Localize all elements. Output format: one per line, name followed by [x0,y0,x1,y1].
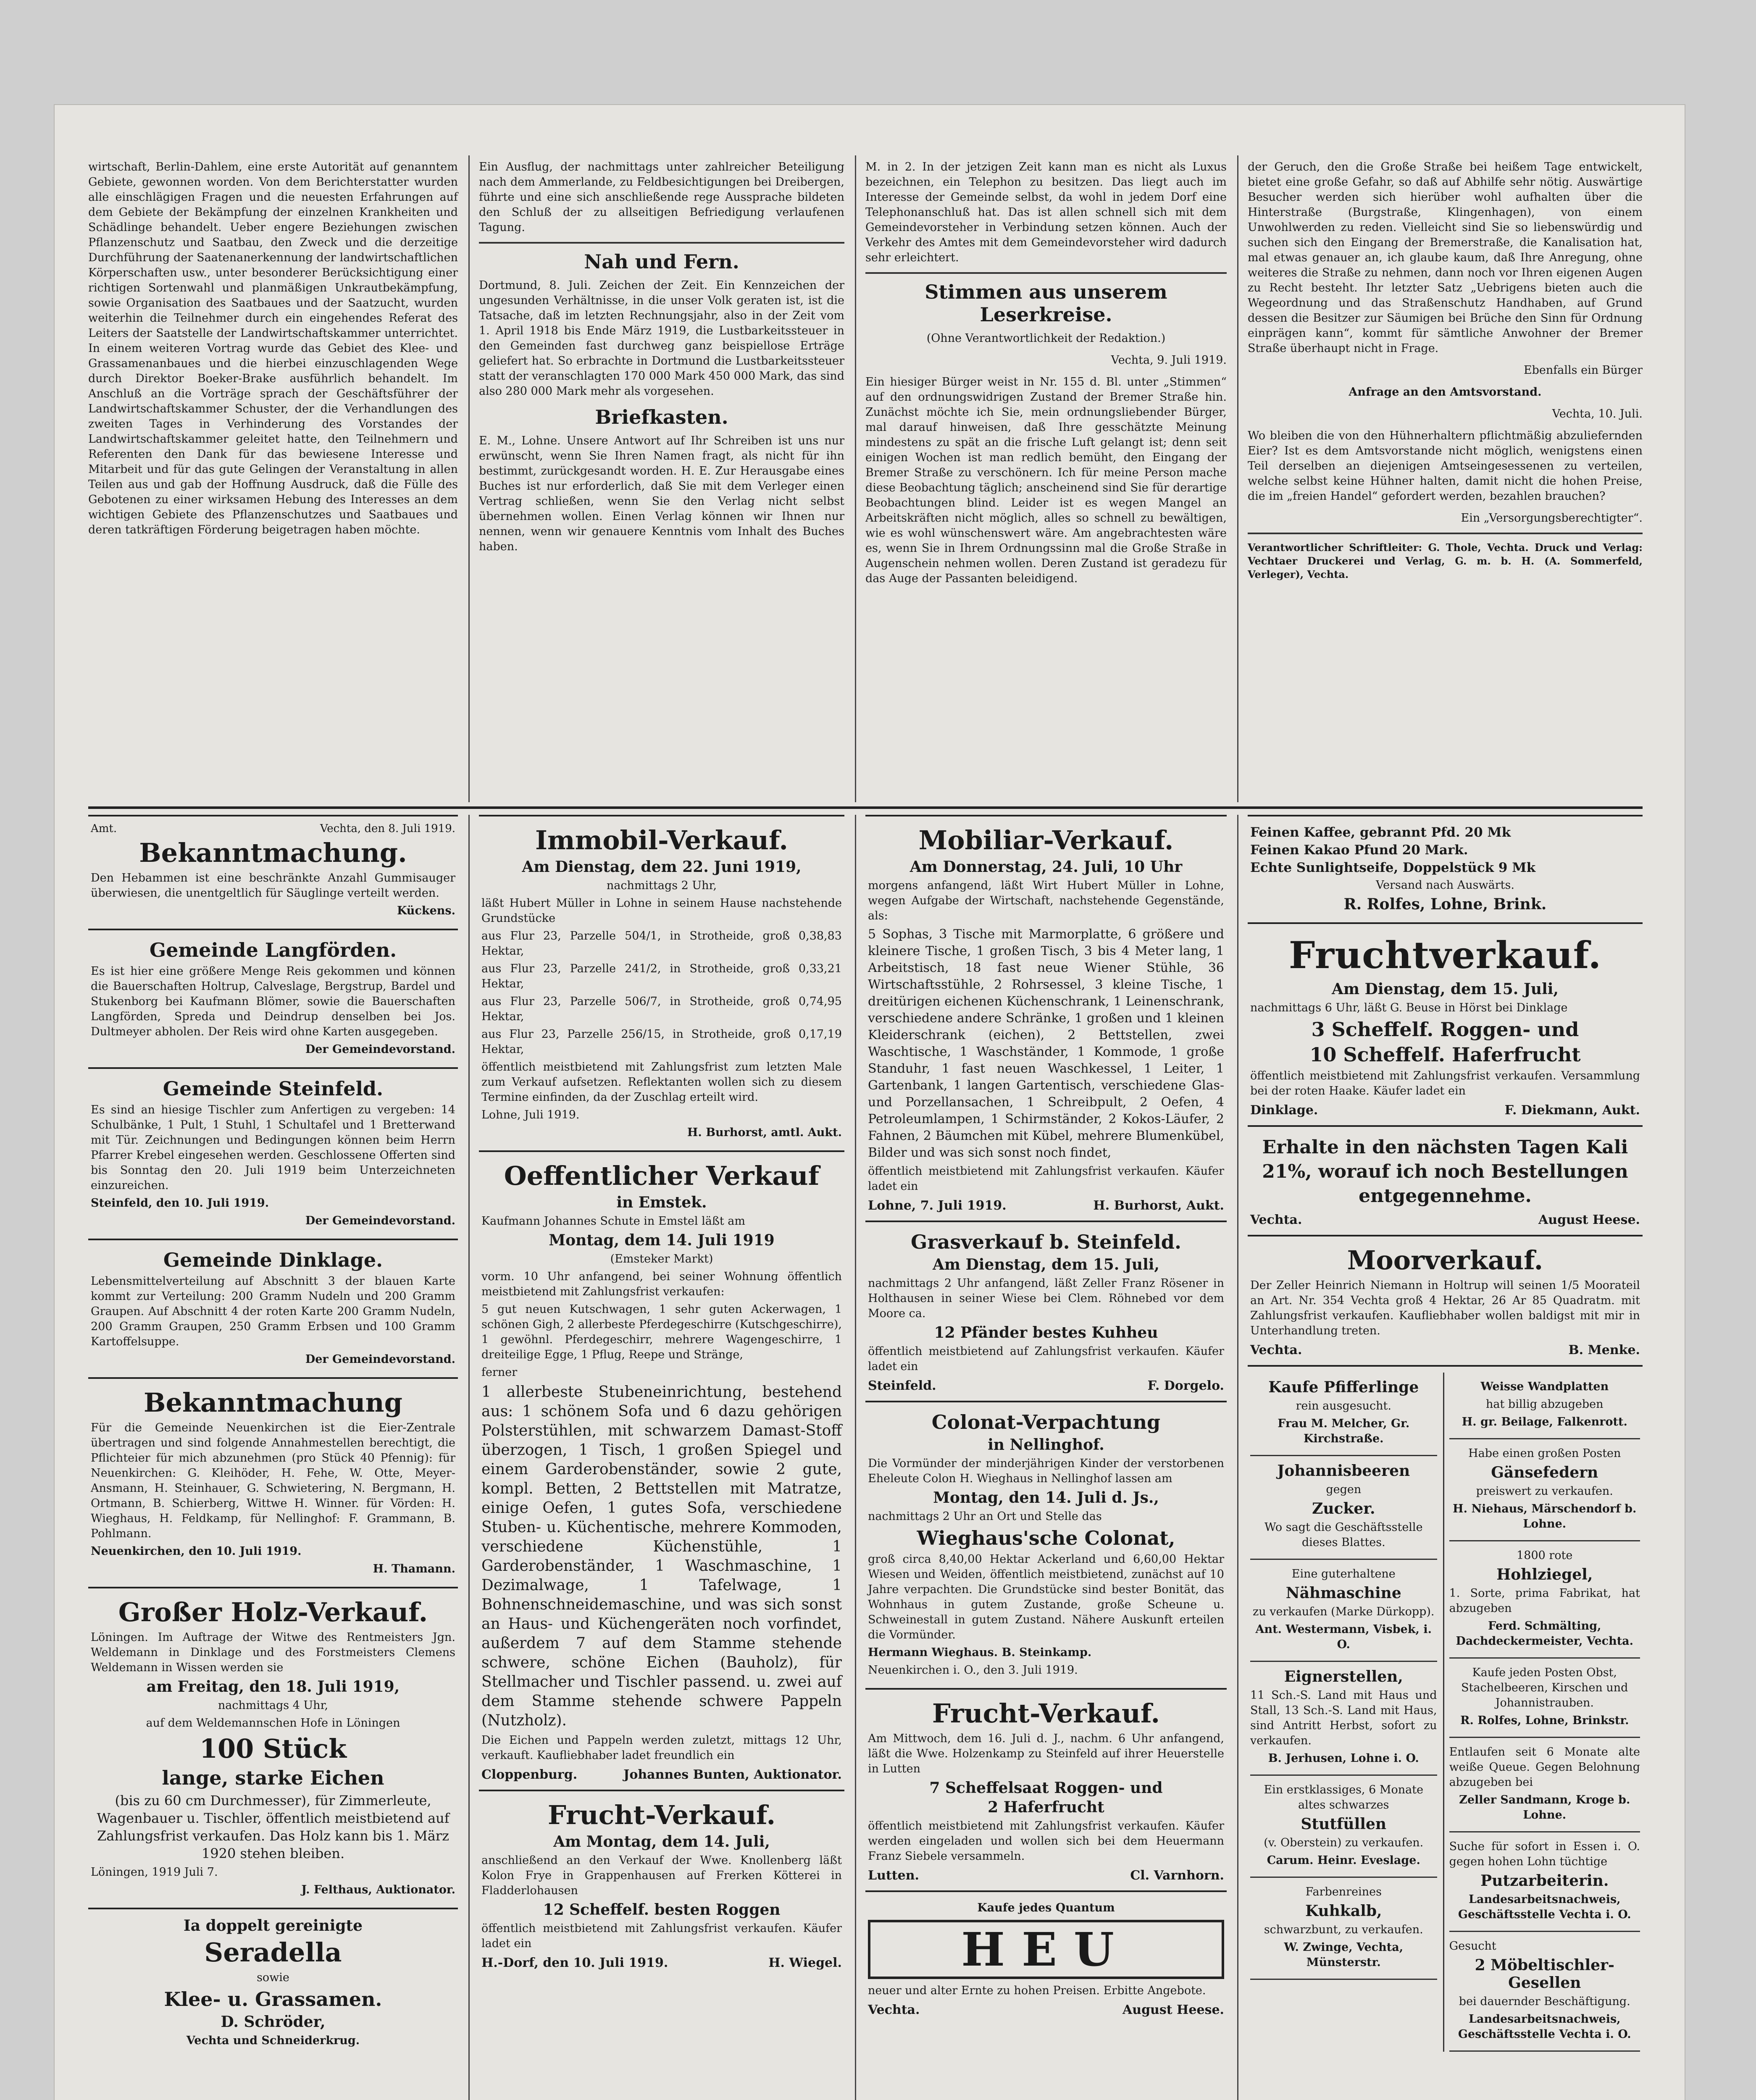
ad-item: lange, starke Eichen [162,1767,384,1789]
ad-date: Steinfeld, den 10. Juli 1919. [91,1197,269,1210]
ads-column-1 [88,815,458,2058]
ad-text: Entlaufen seit 6 Monate alte weiße Queue. Gegen Belohnung abzugeben bei [1449,1746,1640,1789]
signature: Ein „Versorgungsberechtigter“. [1461,512,1643,525]
ad-subtitle: in Nellinghof. [988,1436,1104,1454]
ad-signature: R. Rolfes, Lohne, Brinkstr. [1460,1714,1629,1727]
ad-text: nachmittags 2 Uhr an Ort und Stelle das [868,1510,1102,1523]
ad-date: H.-Dorf, den 10. Juli 1919. [481,1956,668,1970]
ad-signature: H. Niehaus, Märschendorf b. Lohne. [1453,1502,1637,1530]
ad-signature: H. gr. Beilage, Falkenrott. [1462,1415,1627,1428]
ad-frucht-verkauf-2 [865,1688,1227,1890]
article-text: Ein hiesiger Bürger weist in Nr. 155 d. Bl. unter „Stimmen“ auf den ordnungswidrigen Zustand der Bremer Straße hin. Zunächst möchte ich Sie, mein ordnungsliebender Bürger, mal darauf hinweisen, daß Ihre gesschätzte Meinung mindestens zu spät an die frische Luft gelangt ist; denn seit einigen Wochen ist man redlich bemüht, den Eingang der Bremer Straße zu verschönern. Ich für meine Person mache diese Beobachtung täglich; anscheinend sind Sie für derartige Beobachtungen blind. Leider ist es wegen Mangel an Arbeitskräften nicht möglich, alles so schnell zu bewältigen, wie es wohl wünschenswert wäre. Am angebrachtesten wäre es, wenn Sie in Ihrem Ordnungssinn mal die Große Straße in Augenschein nehmen wollen. Deren Zustand ist geradezu für das Auge der Passanten beleidigend. [865,375,1227,585]
editorial-column-1 [88,160,458,544]
ad-line: Feinen Kaffee, gebrannt Pfd. 20 Mk [1250,825,1511,840]
column-rule [855,155,856,802]
ad-item: Wieghaus'sche Colonat, [917,1527,1175,1549]
ad-heu [865,1890,1227,2025]
ad-place: auf dem Weldemannschen Hofe in Löningen [146,1717,400,1730]
article-text: Wo bleiben die von den Hühnerhaltern pflichtmäßig abzuliefernden Eier? Ist es dem Amtsvorstande nicht möglich, wenigstens einen Teil derselben an diejenigen Amtseingesessenen zu verteilen, welche selbst keine Hühner halten, damit nicht die hohen Preise, die im „freien Handel“ gefordert werden, bezahlen brauchen? [1248,429,1643,503]
section-title: Stimmen aus unserem Leserkreise. [925,281,1167,326]
ad-signature: Landesarbeitsnachweis, Geschäftsstelle Vechta i. O. [1458,1893,1631,1921]
ad-date-big: Montag, dem 14. Juli 1919 [549,1231,775,1249]
dateline: Vechta, 10. Juli. [1552,407,1643,420]
ad-title: Bekanntmachung [144,1387,402,1418]
ad-signature: R. Rolfes, Lohne, Brink. [1343,895,1547,913]
ad-signature: F. Dorgelo. [1147,1378,1224,1393]
ad-text: 11 Sch.-S. Land mit Haus und Stall, 13 Sch.-S. Land mit Haus, sind Antritt Herbst, sofort zu verkaufen. [1250,1689,1437,1747]
signature: Ebenfalls ein Bürger [1523,364,1643,377]
ad-text: öffentlich meistbietend mit Zahlungsfrist verkaufen. Versammlung bei der roten Haake. Käufer ladet ein [1250,1069,1640,1097]
ad-right-column [1443,1373,1640,2052]
ad-text: (bis zu 60 cm Durchmesser), für Zimmerleute, Wagenbauer u. Tischler, öffentlich meistbietend auf Zahlungsfrist verkaufen. Das Holz kann bis 1. März 1920 stehen bleiben. [97,1793,450,1861]
ad-title: Großer Holz-Verkauf. [118,1597,428,1628]
ad-item: 12 Scheffelf. besten Roggen [543,1901,781,1919]
ad-steinfeld [88,1067,458,1239]
ad-text: hat billig abzugeben [1486,1398,1604,1411]
ad-text: Kaufmann Johannes Schute in Emstel läßt am [481,1215,746,1228]
ad-parcel: aus Flur 23, Parzelle 256/15, in Strotheide, groß 0,17,19 Hektar, [481,1028,842,1056]
ads-column-2 [479,815,844,1978]
ad-date: Neuenkirchen i. O., den 3. Juli 1919. [868,1664,1078,1677]
ad-text: öffentlich meistbietend mit Zahlungsfrist verkaufen. Käufer ladet ein [868,1165,1224,1193]
section-title: Briefkasten. [595,406,728,428]
ad-signature: Ferd. Schmälting, Dachdeckermeister, Vechta. [1456,1620,1634,1648]
ad-place: Steinfeld. [868,1378,936,1393]
ad-text: Es sind an hiesige Tischler zum Anfertigen zu vergeben: 14 Schulbänke, 1 Pult, 1 Stuhl, 1 Schultafel und 1 Bretterwand mit Tür. Zeichnungen und Bedingungen können beim Herrn Pfarrer Krebel eingesehen werden. Geschlossene Offerten sind bis Sonntag den 20. Juli 1919 beim Unterzeichneten einzureichen. [91,1103,455,1192]
ad-date-big: am Freitag, den 18. Juli 1919, [146,1678,400,1696]
ad-date-big: Am Dienstag, dem 15. Juli, [933,1256,1159,1273]
ad-title: Stutfüllen [1301,1815,1387,1833]
ad-text: zu verkaufen (Marke Dürkopp). [1253,1605,1435,1618]
article-text: Dortmund, 8. Juli. Zeichen der Zeit. Ein Kennzeichen der ungesunden Verhältnisse, in die unser Volk geraten ist, ist die Tatsache, daß im letzten Rechnungsjahr, also in der Zeit vom 1. April 1918 bis Ende März 1919, die Lustbarkeitssteuer in den Gemeinden fast durchweg ganz beispiellose Erträge geliefert hat. So erbrachte in Dortmund die Lustbarkeitssteuer statt der veranschlagten 170 000 Mark 450 000 Mark, das sind also 280 000 Mark mehr als vorgesehen. [479,279,844,398]
ad-line: gegen [1326,1483,1362,1496]
ad-title: Fruchtverkauf. [1288,933,1602,977]
ad-line: Echte Sunlightseife, Doppelstück 9 Mk [1250,860,1536,875]
ad-left-column [1250,1373,1437,2052]
ad-line: 1800 rote [1517,1549,1573,1562]
ad-text: öffentlich meistbietend auf Zahlungsfrist verkaufen. Käufer ladet ein [868,1345,1224,1373]
ad-item: 10 Scheffelf. Haferfrucht [1309,1043,1581,1066]
ad-title: Gemeinde Steinfeld. [163,1077,384,1100]
ad-mobiliar-verkauf [865,815,1227,1221]
article-text: der Geruch, den die Große Straße bei heißem Tage entwickelt, bietet eine große Gefahr, so daß auf Abhilfe sehr nötig. Auswärtige Besucher werden sich hierüber wohl aufhalten über die Hinterstraße (Burgstraße, Klingenhagen), von einem Unwohlwerden zu reden. Vielleicht sind Sie so liebenswürdig und suchen sich den Eingang der Bremerstraße, die Kanalisation hat, mal etwas genauer an, ich glaube kaum, daß Ihre Anregung, ohne weiteres die Straße zu nehmen, dann noch vor Ihren eigenen Augen zu Recht besteht. Ihr letzter Satz „Uebrigens bieten auch die Wegeordnung und das Straßenschutz Handhaben, auf Grund dessen die Besitzer zur Säumigen bei Brüche den Sinn für Ordnung einprägen kann“, kommt für sämtliche Anwohner der Bremer Straße überhaupt nicht in Frage. [1248,160,1643,355]
ad-naehmaschine [1250,1560,1437,1662]
ad-johannisbeeren [1250,1456,1437,1560]
ad-text: 1. Sorte, prima Fabrikat, hat abzugeben [1449,1587,1640,1615]
ad-signature: Der Gemeindevorstand. [305,1353,455,1366]
ad-kali [1248,1125,1643,1235]
ad-line: sowie [257,1971,289,1984]
ad-item: 12 Pfänder bestes Kuhheu [934,1324,1158,1341]
column-rule [855,815,856,2100]
column-rule [1237,155,1238,802]
ad-item: 100 Stück [199,1733,347,1764]
article-text: E. M., Lohne. Unsere Antwort auf Ihr Schreiben ist uns nur erwünscht, wenn Sie Ihren Namen fragt, als nicht für ihn bestimmt, zurückgesandt worden. H. E. Zur Herausgabe eines Buches ist nur erforderlich, daß Sie mit dem Verleger einen Vertrag schließen, wenn Sie den Verlag nicht selbst übernehmen wollen. Einen Verlag können wir Ihnen nur nennen, wenn wir genauere Kenntnis vom Inhalt des Buches haben. [479,434,844,553]
ad-title: Colonat-Verpachtung [931,1411,1161,1433]
ad-hohlziegel [1449,1541,1640,1659]
dateline: Vechta, 9. Juli 1919. [1111,354,1227,367]
ad-stutfuellen [1250,1776,1437,1878]
ad-signature: August Heese. [1538,1213,1640,1227]
ad-item: 7 Scheffelsaat Roggen- und [929,1779,1163,1797]
ad-place: Vechta. [1250,1343,1302,1357]
ad-title: Moorverkauf. [1347,1245,1543,1276]
ad-signature: Vechta und Schneiderkrug. [186,2034,360,2047]
ad-signature: B. Menke. [1568,1343,1640,1357]
divider [479,242,844,244]
ad-text: Kaufe jeden Posten Obst, Stachelbeeren, Kirschen und Johannistrauben. [1461,1666,1628,1709]
article-text: M. in 2. In der jetzigen Zeit kann man es nicht als Luxus bezeichnen, ein Telephon zu besitzen. Das liegt auch im Interesse der Gemeinde selbst, da wohl in jedem Dorf eine Telephonanschluß hat. Das ist allen schnell sich mit dem Gemeindevorsteher in Verbindung setzen können. Auch der Verkehr des Amtes mit dem Gemeindevorsteher wird dadurch sehr erleichtert. [865,160,1227,264]
ad-text: rein ausgesucht. [1296,1399,1391,1412]
ad-text: Der Zeller Heinrich Niemann in Holtrup will seinen 1/5 Moorateil an Art. Nr. 354 Vechta groß 4 Hektar, 26 Ar 85 Quadratm. mit Zahlungsfrist verkaufen. Kaufliebhaber wollen baldigst mit mir in Unterhandlung treten. [1250,1279,1640,1337]
ad-text: vorm. 10 Uhr anfangend, bei seiner Wohnung öffentlich meistbietend mit Zahlungsfrist verkaufen: [481,1270,842,1298]
ads-column-3 [865,815,1227,2025]
ad-title: Mobiliar-Verkauf. [918,825,1174,856]
ad-text: bei dauernder Beschäftigung. [1459,1995,1630,2008]
ad-items: 1 allerbeste Stubeneinrichtung, bestehend aus: 1 schönem Sofa und 6 dazu gehörigen Polsterstühlen, mit schwarzem Damast-Stoff überzogen, 1 Tisch, 1 großen Spiegel und einem Garderobenständer, sowie 2 gute, kompl. Betten, 2 Bettstellen mit Matratze, einige Oefen, 1 gutes Sofa, verschiedene Stuben- u. Küchentische, mehrere Kommoden, verschiedene Küchenstühle, 1 Garderobenständer, 1 Waschmaschine, 1 Dezimalwage, 1 Tafelwage, 1 Bohnenschneidemaschine, und was sich sonst an Haus- und Küchengeräten noch vorfindet, außerdem 7 auf dem Stamme stehende schwere, schöne Eichen (Bauholz), für Stellmacher und Tischler passend. u. zwei auf dem Stamme stehende schwere Pappeln (Nutzholz). [481,1383,842,1729]
ad-time: nachmittags 2 Uhr, [606,879,717,892]
divider [1248,533,1643,534]
ad-frucht-verkauf-1 [479,1790,844,1978]
ad-signature: J. Felthaus, Auktionator. [301,1883,455,1896]
ad-oeffentlicher-verkauf [479,1150,844,1790]
ads-column-4 [1248,815,1643,2059]
ad-date: Lohne, Juli 1919. [481,1108,580,1121]
section-divider [88,806,1643,809]
ad-item: 3 Scheffelf. Roggen- und [1311,1018,1579,1041]
ad-immobil-verkauf [479,815,844,1150]
ad-title: Gänsefedern [1491,1464,1598,1481]
column-rule [468,155,470,802]
ad-gaensefedern [1449,1439,1640,1541]
ad-date-big: Am Donnerstag, 24. Juli, 10 Uhr [910,858,1183,876]
ad-title: Bekanntmachung. [139,837,407,868]
ad-header: Amt. [91,822,117,835]
ad-time: nachmittags 4 Uhr, [218,1699,329,1712]
ad-signature: Hermann Wieghaus. B. Steinkamp. [868,1646,1092,1659]
ad-date: Löningen, 1919 Juli 7. [91,1866,218,1879]
ad-place: Cloppenburg. [481,1767,578,1782]
ad-signature: Der Gemeindevorstand. [305,1043,455,1056]
ad-small-row [1248,1365,1643,2059]
ad-title: Klee- u. Grassamen. [164,1988,382,2011]
ad-place: Dinklage. [1250,1103,1318,1118]
editorial-column-2 [479,160,844,561]
ad-date-big: Am Dienstag, dem 22. Juni 1919, [522,858,802,876]
ad-signature: H. Thamann. [373,1562,455,1575]
ad-signature: D. Schröder, [221,2013,326,2031]
ad-signature: F. Diekmann, Aukt. [1504,1103,1640,1118]
ad-grasverkauf [865,1221,1227,1401]
ad-subtitle: in Emstek. [616,1194,707,1211]
ad-parcel: aus Flur 23, Parzelle 506/7, in Strotheide, groß 0,74,95 Hektar, [481,995,842,1023]
section-title: Nah und Fern. [584,250,739,273]
ad-text: Den Hebammen ist eine beschränkte Anzahl Gummisauger überwiesen, die unentgeltlich für Säuglinge verteilt werden. [91,872,455,900]
ad-text: Erhalte in den nächsten Tagen Kali 21%, worauf ich noch Bestellungen entgegennehme. [1262,1137,1628,1207]
ad-title: Immobil-Verkauf. [535,825,789,856]
ad-signature: W. Zwinge, Vechta, Münsterstr. [1284,1941,1404,1969]
ad-wandplatten [1449,1373,1640,1439]
ad-text: neuer und alter Ernte zu hohen Preisen. Erbitte Angebote. [868,1984,1206,1997]
ad-eignerstellen [1250,1662,1437,1776]
ad-text: öffentlich meistbietend mit Zahlungsfrist zum letzten Male zum Verkauf aufsetzen. Reflektanten wollen sich zu diesem Termine einfinden, da der Zuschlag erteilt wird. [481,1060,842,1104]
ad-signature: Landesarbeitsnachweis, Geschäftsstelle Vechta i. O. [1458,2013,1631,2041]
article-text: wirtschaft, Berlin-Dahlem, eine erste Autorität auf genanntem Gebiete, gewonnen worden. Von dem Berichterstatter wurden alle einschlägigen Fragen und die neuesten Erfahrungen auf dem Gebiete der Bekämpfung der einzelnen Krankheiten und Schädlinge behandelt. Ueber engere Beziehungen zwischen Pflanzenschutz und Saatbau, den Zweck und die derzeitige Durchführung der Saatenanerkennung der landwirtschaftlichen Körperschaften usw., unter besonderer Berücksichtigung einer richtigen Sortenwahl und planmäßigen Unkrautbekämpfung, sowie Organisation des Saatbaues und der Saatzucht, wurden weiterhin die Teilnehmer durch ein eingehendes Referat des Leiters der Saatstelle der Landwirtschaftskammer unterrichtet. In einem weiteren Vortrag wurde das Gebiet des Klee- und Grassamenanbaues und die hierbei einzuschlagenden Wege durch Direktor Boeker-Brake ausführlich behandelt. Im Anschluß an die Vorträge sprach der Geschäftsführer der Landwirtschaftskammer Schuster, der die Verhandlungen des zweiten Tages in Verhinderung des Vorstandes der Landwirtschaftskammer geleitet hatte, den Teilnehmern und Referenten den Dank für das bewiesene Interesse und Mitarbeit und für das gute Gelingen der Veranstaltung in allen Teilen aus und gab der Hoffnung Ausdruck, daß die Fülle des Gebotenen zu einer wirksamen Hebung des Interesses an dem wichtigen Gebiete des Pflanzenschutzes und Saatbaues und deren tatkräftigen Förderung beigetragen haben möchte. [88,160,458,536]
divider [865,272,1227,274]
article-text: Ein Ausflug, der nachmittags unter zahlreicher Beteiligung nach dem Ammerlande, zu Feldbesichtigungen bei Dreibergen, führte und eine sich anschließende rege Aussprache bildeten den Schluß der zu allseitigen Befriedigung verlaufenen Tagung. [479,160,844,234]
ad-queue [1449,1738,1640,1832]
ad-title: Kaufe Pfifferlinge [1268,1378,1419,1396]
ad-date-big: Am Dienstag, dem 15. Juli, [1332,980,1559,998]
ad-title: Nähmaschine [1285,1584,1401,1602]
ad-moorverkauf [1248,1235,1643,1365]
ad-date: Lohne, 7. Juli 1919. [868,1198,1007,1213]
ad-langfoerden [88,929,458,1067]
ad-title: Frucht-Verkauf. [932,1698,1160,1729]
ad-place: Vechta. [1250,1213,1302,1227]
ad-text: Habe einen großen Posten [1468,1447,1621,1460]
ad-text: groß circa 8,40,00 Hektar Ackerland und 6,60,00 Hektar Wiesen und Weiden, öffentlich meistbietend, zunächst auf 10 Jahre verpachten. Die Grundstücke sind bester Bonität, das Wohnhaus in gutem Zustande, große Scheune u. Schweinestall in gutem Zustand. Nähere Auskunft erteilen die Vormünder. [868,1553,1224,1641]
ad-signature: H. Burhorst, Aukt. [1093,1198,1224,1213]
ad-line: Feinen Kakao Pfund 20 Mark. [1250,843,1468,858]
ad-kuhkalb [1250,1878,1437,1980]
ad-text: nachmittags 2 Uhr anfangend, läßt Zeller Franz Rösener in Holthausen in seiner Wiese bei Clem. Röhnebed vor dem Moore ca. [868,1277,1224,1320]
ad-text: Die Eichen und Pappeln werden zuletzt, mittags 12 Uhr, verkauft. Kaufliebhaber ladet freundlich ein [481,1734,842,1762]
ad-title: Seradella [204,1937,342,1968]
ad-signature: Johannes Bunten, Auktionator. [623,1767,842,1782]
ad-line: Ia doppelt gereinigte [183,1917,363,1935]
ad-bekanntmachung-eier [88,1377,458,1587]
ad-seradella [88,1908,458,2058]
note: (Ohne Verantwortlichkeit der Redaktion.) [926,332,1166,345]
ad-parcel: aus Flur 23, Parzelle 504/1, in Strotheide, groß 0,38,83 Hektar, [481,929,842,958]
ad-title: HEU [868,1920,1224,1979]
ad-title: Grasverkauf b. Steinfeld. [911,1231,1181,1253]
ad-title: Johannisbeeren [1277,1462,1410,1480]
ad-text: Wo sagt die Geschäftsstelle dieses Blattes. [1264,1521,1423,1549]
ad-text: Die Vormünder der minderjährigen Kinder der verstorbenen Eheleute Colon H. Wieghaus in Nellinghof lassen am [868,1457,1224,1485]
ad-signature: Der Gemeindevorstand. [305,1214,455,1227]
ad-place: Vechta. [868,2003,920,2017]
ad-items: 5 gut neuen Kutschwagen, 1 sehr guten Ackerwagen, 1 schönen Gigh, 2 allerbeste Pferdegeschirre (Kutschgeschirre), 1 gewöhnl. Pferdegeschirr, mehrere Wagengeschirre, 1 dreiteilige Egge, 1 Pflug, Reepe und Stränge, [481,1303,842,1361]
column-rule [1237,815,1238,2100]
ad-text: Für die Gemeinde Neuenkirchen ist die Eier-Zentrale übertragen und sind folgende Annahmestellen berechtigt, die Pflichteier für mich abzunehmen (pro Stück 40 Pfennig): für Neuenkirchen: G. Kleihöder, H. Fehe, W. Otte, Meyer-Ansmann, H. Steinhauer, G. Schwietering, N. Bergmann, H. Ortmann, B. Schierberg, Wittwe H. Winner. für Vörden: H. Wieghaus, H. Feldkamp, für Nellinghof: F. Grammann, B. Pohlmann. [91,1421,455,1540]
ad-kaffee [1248,815,1643,922]
ad-signature: Kückens. [397,904,455,917]
ad-title: 2 Möbeltischler-Gesellen [1475,1956,1614,1992]
ad-date-big: Montag, den 14. Juli d. Js., [933,1489,1159,1507]
editorial-column-4 [1248,160,1643,588]
ad-text: öffentlich meistbietend mit Zahlungsfrist verkaufen. Käufer ladet ein [481,1922,842,1950]
ad-text: Löningen. Im Auftrage der Witwe des Rentmeisters Jgn. Weldemann in Dinklage und des Forstmeisters Clemens Weldemann in Wissen werden sie [91,1631,455,1674]
ad-text: ferner [481,1366,518,1379]
ad-text: Suche für sofort in Essen i. O. gegen hohen Lohn tüchtige [1449,1840,1640,1868]
ad-title: Zucker. [1312,1500,1375,1517]
ad-date-big: Am Montag, dem 14. Juli, [553,1833,770,1851]
ad-title: Frucht-Verkauf. [547,1800,776,1830]
ad-text: nachmittags 6 Uhr, läßt G. Beuse in Hörst bei Dinklage [1250,1001,1568,1014]
ad-title: Gemeinde Dinklage. [163,1249,383,1271]
ad-text: (v. Oberstein) zu verkaufen. [1264,1836,1424,1849]
ad-moebeltischler [1449,1932,1640,2052]
ad-item: 2 Haferfrucht [988,1798,1104,1816]
ad-title: Putzarbeiterin. [1480,1872,1609,1890]
ad-items: 5 Sophas, 3 Tische mit Marmorplatte, 6 größere und kleinere Tische, 1 großen Tisch, 3 bis 4 Meter lang, 1 Arbeitstisch, 18 fast neue Wiener Stühle, 36 Wirtschaftsstühle, 2 Rohrsessel, 3 kleine Tische, 1 dreitürigen eichenen Küchenschrank, 1 Leinenschrank, verschiedene andere Schränke, 1 großen und 1 kleinen Kleiderschrank (eichen), 2 Bettstellen, zwei Waschtische, 1 Waschständer, 1 Kommode, 1 große Standuhr, 1 fast neuen Waschkessel, 1 Leiter, 1 Gartenbank, 1 langen Gartentisch, verschiedene Glas- und Porzellansachen, 1 Schreibpult, 2 Oefen, 4 Petroleumlampen, 1 Schirmständer, 2 Kokos-Läufer, 2 Fahnen, 2 Bäumchen mit Kübel, mehrere Blumenkübel, Bilder und was sich sonst noch findet, [868,927,1224,1160]
ad-title: Oeffentlicher Verkauf [504,1160,820,1191]
ad-title: Gemeinde Langförden. [149,939,397,961]
ad-text: Es ist hier eine größere Menge Reis gekommen und können die Bauerschaften Holtrup, Calveslage, Bergstrup, Bardel und Stukenborg bei Kaufmann Blömer, sowie die Bauerschaften Langförden, Spreda und Deindrup denselben bei Jos. Dultmeyer abholen. Der Reis wird ohne Karten ausgegeben. [91,965,455,1038]
ad-title: Eignerstellen, [1284,1668,1403,1685]
ad-text: öffentlich meistbietend mit Zahlungsfrist verkaufen. Käufer werden eingeladen und wollen sich bei dem Heuermann Franz Siebele versammeln. [868,1819,1224,1863]
imprint: Verantwortlicher Schriftleiter: G. Thole, Vechta. Druck und Verlag: Vechtaer Druckerei und Verlag, G. m. b. H. (A. Sommerfeld, Verleger), Vechta. [1248,541,1643,580]
ad-signature: H. Burhorst, amtl. Aukt. [687,1126,842,1139]
ad-text: Ein erstklassiges, 6 Monate altes schwarzes [1264,1783,1424,1811]
ad-title: Hohlziegel, [1496,1566,1593,1583]
ad-header: Vechta, den 8. Juli 1919. [320,822,455,835]
ad-text: läßt Hubert Müller in Lohne in seinem Hause nachstehende Grundstücke [481,897,842,925]
ad-date: Neuenkirchen, den 10. Juli 1919. [91,1545,302,1558]
ad-line: Gesucht [1449,1940,1496,1953]
ad-text: anschließend an den Verkauf der Wwe. Knollenberg läßt Kolon Frye in Grappenhausen auf Frerken Kötterei in Fladderlohausen [481,1854,842,1897]
ad-bekanntmachung-amt [88,815,458,929]
ad-pfifferlinge [1250,1373,1437,1456]
ad-text: morgens anfangend, läßt Wirt Hubert Müller in Lohne, wegen Aufgabe der Wirtschaft, nachstehende Gegenstände, als: [868,879,1224,922]
ad-title: Kuhkalb, [1305,1902,1382,1920]
newspaper-page [55,105,1685,2100]
ad-text: Eine guterhaltene [1291,1567,1396,1580]
ad-signature: Zeller Sandmann, Kroge b. Lohne. [1459,1793,1630,1822]
ad-text: Am Mittwoch, dem 16. Juli d. J., nachm. 6 Uhr anfangend, läßt die Wwe. Holzenkamp zu Steinfeld auf ihrer Heuerstelle in Lutten [868,1732,1224,1775]
ad-putzarbeiterin [1449,1832,1640,1932]
ad-holz-verkauf [88,1587,458,1908]
ad-text: Farbenreines [1305,1885,1382,1898]
ad-signature: Cl. Varnhorn. [1130,1868,1224,1883]
ad-text: schwarzbunt, zu verkaufen. [1264,1923,1423,1936]
editorial-column-3 [865,160,1227,593]
ad-place: Lutten. [868,1868,919,1883]
ad-title: Weisse Wandplatten [1480,1380,1609,1393]
ad-colonat-verpachtung [865,1401,1227,1688]
ad-line: Versand nach Auswärts. [1376,879,1514,892]
section-title: Anfrage an den Amtsvorstand. [1349,386,1542,399]
ad-signature: August Heese. [1122,2003,1224,2017]
ad-parcel: aus Flur 23, Parzelle 241/2, in Strotheide, groß 0,33,21 Hektar, [481,962,842,990]
ad-note: (Emsteker Markt) [610,1252,713,1265]
ad-signature: H. Wiegel. [768,1956,842,1970]
ad-signature: Ant. Westermann, Visbek, i. O. [1255,1623,1432,1651]
column-rule [468,815,470,2100]
ad-signature: B. Jerhusen, Lohne i. O. [1268,1752,1419,1765]
ad-obst [1449,1659,1640,1738]
ad-dinklage [88,1239,458,1377]
ad-text: Lebensmittelverteilung auf Abschnitt 3 der blauen Karte kommt zur Verteilung: 200 Gramm Nudeln und 200 Gramm Graupen. Auf Abschnitt 4 der roten Karte 200 Gramm Nudeln, 200 Gramm Graupen, 250 Gramm Erbsen und 100 Gramm Kartoffelsuppe. [91,1275,455,1348]
ad-text: preiswert zu verkaufen. [1476,1485,1613,1498]
ad-line: Kaufe jedes Quantum [977,1901,1115,1914]
ad-signature: Carum. Heinr. Eveslage. [1267,1854,1420,1867]
ad-signature: Frau M. Melcher, Gr. Kirchstraße. [1278,1417,1410,1445]
ad-fruchtverkauf-3 [1248,922,1643,1125]
